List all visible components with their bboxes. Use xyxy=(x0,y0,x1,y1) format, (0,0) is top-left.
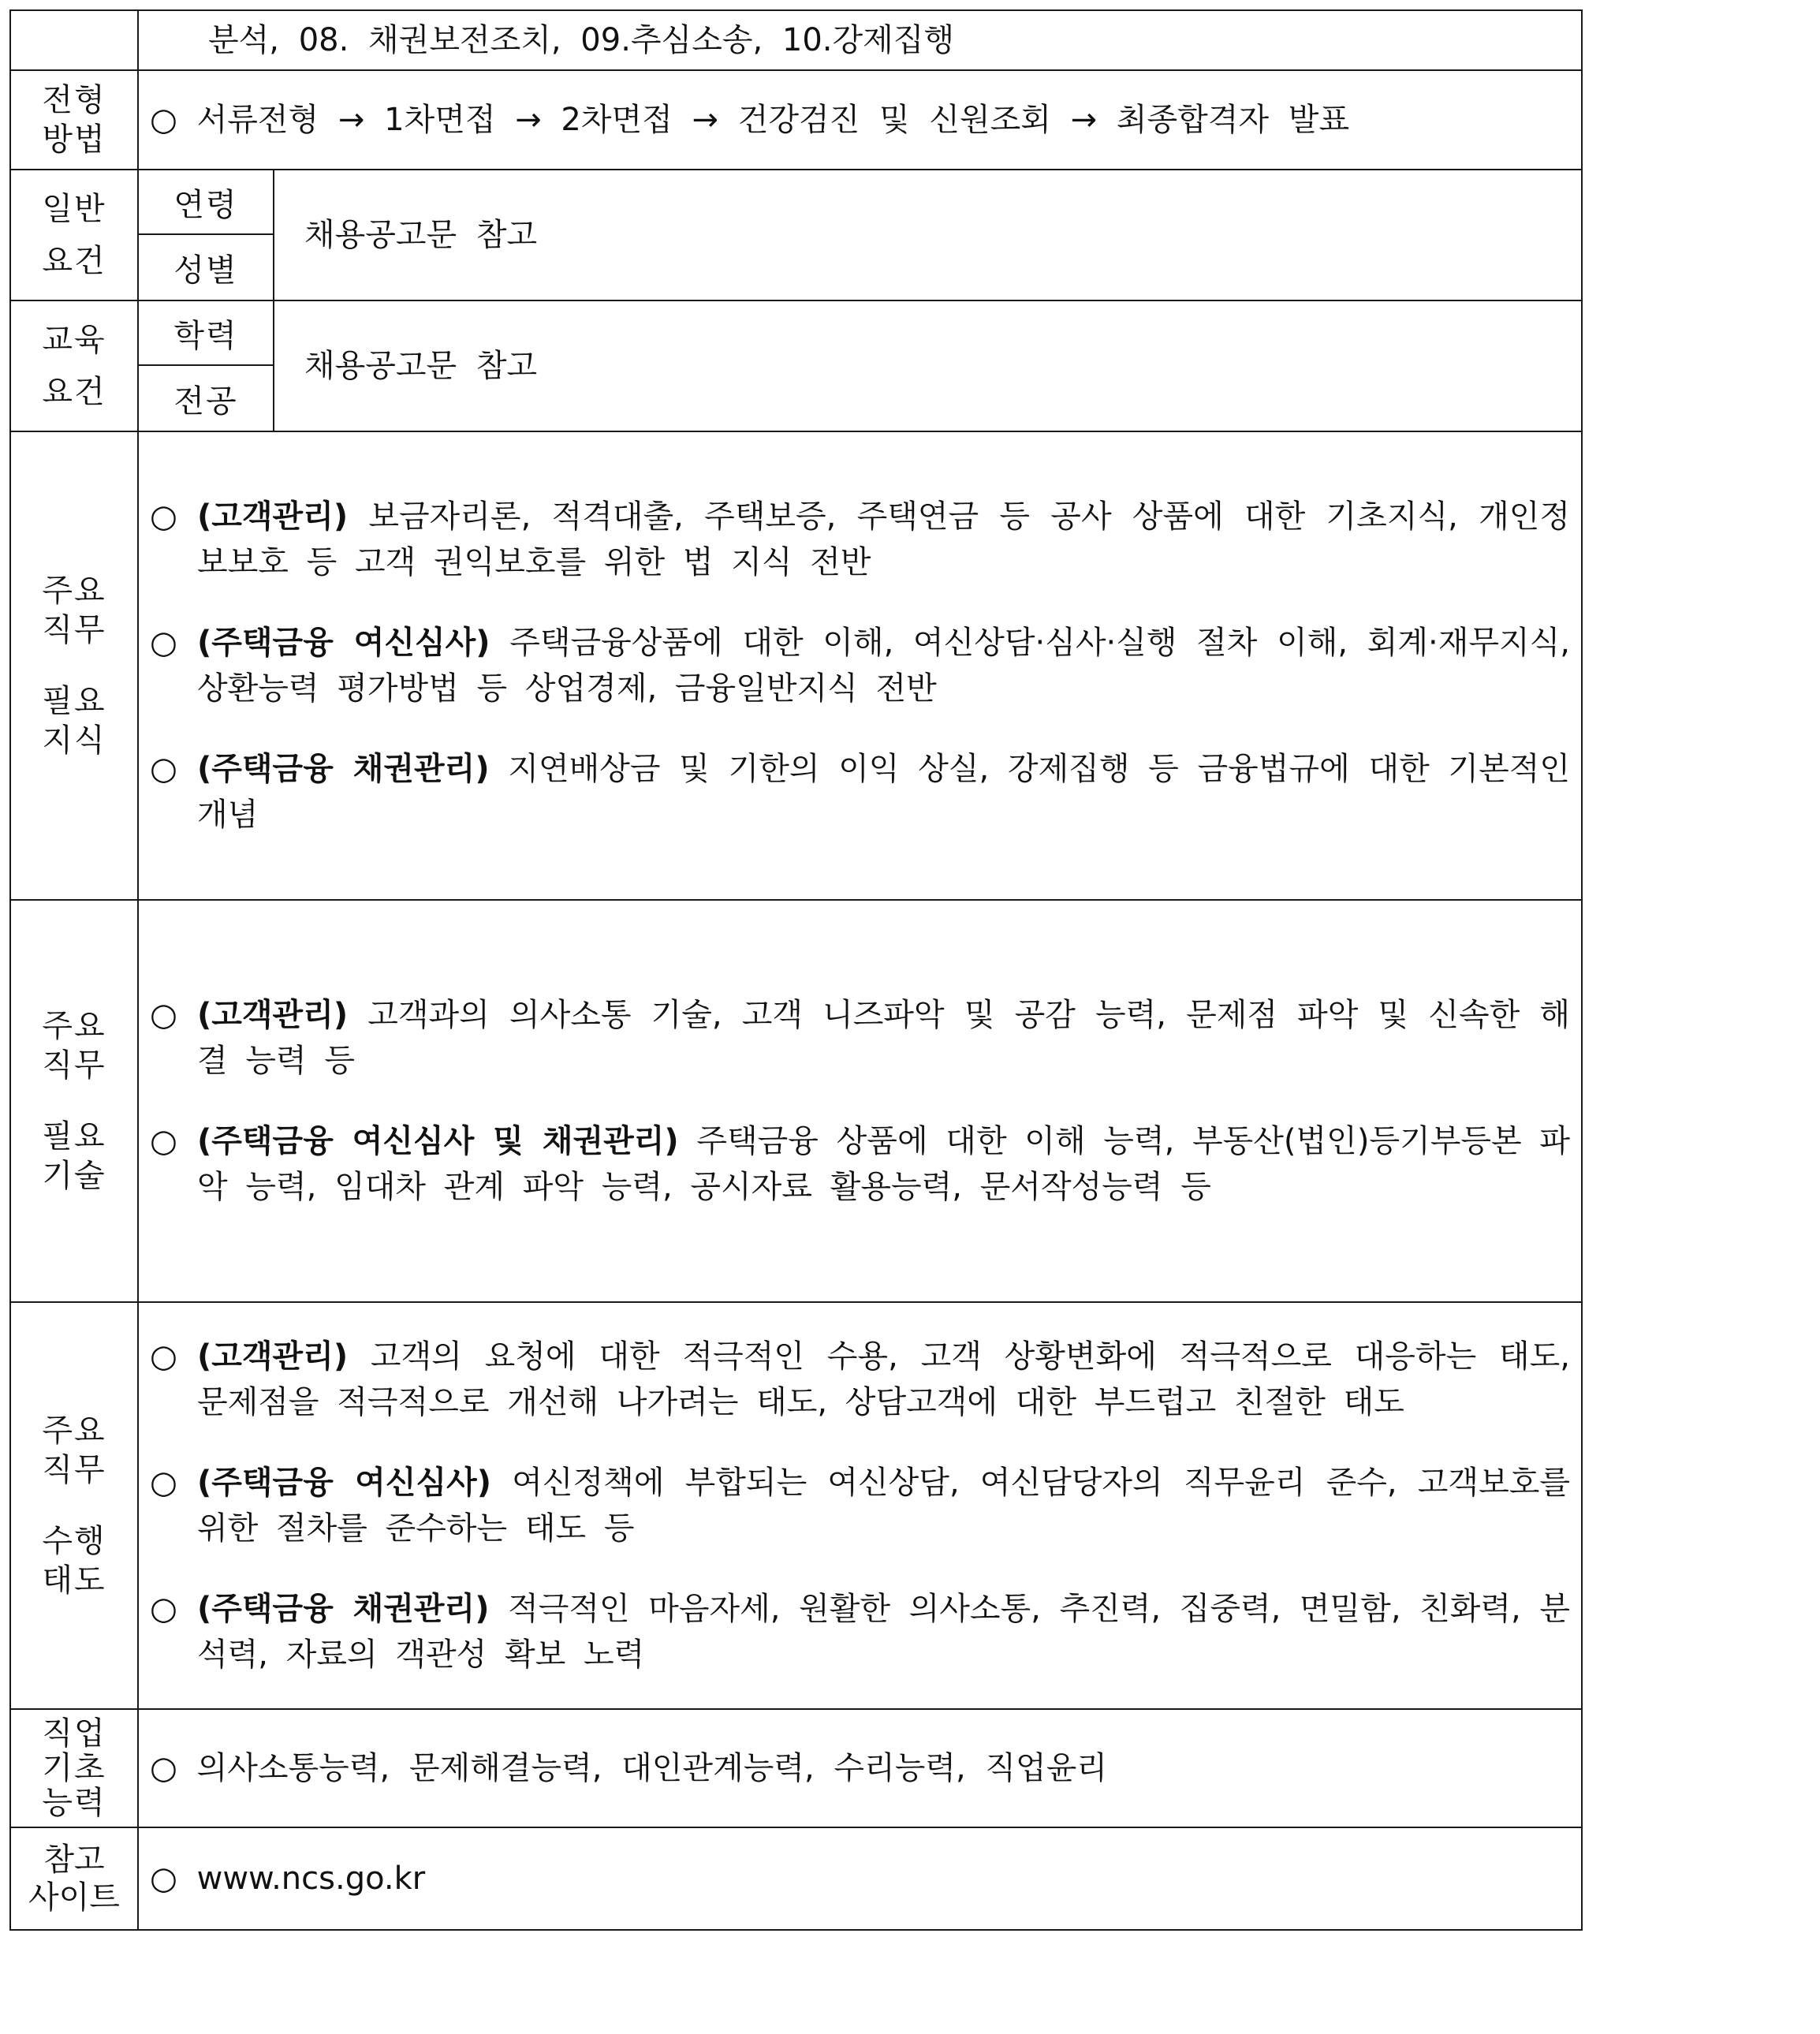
knowledge-item xyxy=(150,746,1570,838)
education-value-cell xyxy=(274,300,1582,431)
item-heading: (주택금융 채권관리) xyxy=(197,1591,490,1627)
attitude-cell xyxy=(138,1302,1582,1709)
bullet-circle-icon: ○ xyxy=(150,1591,177,1627)
general-value-cell xyxy=(274,170,1582,300)
process-cell xyxy=(138,70,1582,170)
skills-item xyxy=(150,1118,1570,1210)
bullet-circle-icon: ○ xyxy=(150,751,177,787)
skills-label-line-1: 주요 xyxy=(42,1008,106,1044)
item-text: 고객의 요청에 대한 적극적인 수용, 고객 상황변화에 적극적으로 대응하는 태도, 문제점을 적극적으로 개선해 나가려는 태도, 상담고객에 대한 부드럽고 친절한 태도 xyxy=(197,1338,1570,1420)
knowledge-cell xyxy=(138,431,1582,900)
attitude-item xyxy=(150,1460,1570,1551)
knowledge-label xyxy=(10,431,138,900)
general-label-line-1: 일반 xyxy=(42,191,106,227)
general-sub-gender: 성별 xyxy=(138,234,274,300)
skills-label-line-3: 필요 xyxy=(42,1118,106,1155)
bullet-circle-icon: ○ xyxy=(150,498,177,535)
basic-text: ○ 의사소통능력, 문제해결능력, 대인관계능력, 수리능력, 직업윤리 xyxy=(150,1750,1107,1786)
education-sub-major: 전공 xyxy=(138,365,274,431)
education-value: 채용공고문 참고 xyxy=(304,348,538,384)
basic-label-line-2: 기초 xyxy=(42,1750,106,1786)
bullet-circle-icon: ○ xyxy=(150,997,177,1033)
reference-cell xyxy=(138,1827,1582,1930)
knowledge-label-line-3: 필요 xyxy=(42,683,106,719)
knowledge-label-line-1: 주요 xyxy=(42,573,106,609)
attitude-item xyxy=(150,1334,1570,1425)
item-heading: (주택금융 여신심사) xyxy=(197,1465,492,1501)
item-text: 주택금융 상품에 대한 이해 능력, 부동산(법인)등기부등본 파악 능력, 임대차 관계 파악 능력, 공시자료 활용능력, 문서작성능력 등 xyxy=(197,1123,1570,1205)
attitude-label-line-4: 태도 xyxy=(42,1562,106,1599)
education-label-line-1: 교육 xyxy=(42,322,106,358)
knowledge-row xyxy=(10,431,1582,900)
general-row-1 xyxy=(10,170,1582,234)
basic-label xyxy=(10,1709,138,1827)
knowledge-item xyxy=(150,620,1570,711)
skills-label-line-2: 직무 xyxy=(42,1047,106,1084)
item-text: 여신정책에 부합되는 여신상담, 여신담당자의 직무윤리 준수, 고객보호를 위한 절차를 준수하는 태도 등 xyxy=(197,1465,1570,1547)
continuation-label-cell xyxy=(10,10,138,70)
general-label xyxy=(10,170,138,300)
item-text: 지연배상금 및 기한의 이익 상실, 강제집행 등 금융법규에 대한 기본적인 개념 xyxy=(197,751,1570,833)
reference-row xyxy=(10,1827,1582,1930)
basic-label-line-3: 능력 xyxy=(42,1785,106,1821)
item-text: 고객과의 의사소통 기술, 고객 니즈파악 및 공감 능력, 문제점 파악 및 신속한 해결 능력 등 xyxy=(197,997,1570,1079)
process-row xyxy=(10,70,1582,170)
item-text: 주택금융상품에 대한 이해, 여신상담·심사·실행 절차 이해, 회계·재무지식, 상환능력 평가방법 등 상업경제, 금융일반지식 전반 xyxy=(197,625,1571,707)
continuation-cell xyxy=(138,10,1582,70)
general-sub-age: 연령 xyxy=(138,170,274,234)
basic-row xyxy=(10,1709,1582,1827)
attitude-label-line-1: 주요 xyxy=(42,1413,106,1449)
skills-label-line-4: 기술 xyxy=(42,1158,106,1194)
knowledge-label-line-2: 직무 xyxy=(42,612,106,648)
item-text: 보금자리론, 적격대출, 주택보증, 주택연금 등 공사 상품에 대한 기초지식, 개인정보보호 등 고객 권익보호를 위한 법 지식 전반 xyxy=(197,498,1570,580)
continuation-text: 분석, 08. 채권보전조치, 09.추심소송, 10.강제집행 xyxy=(208,22,955,58)
attitude-label-line-3: 수행 xyxy=(42,1523,106,1559)
process-label-line-2: 방법 xyxy=(42,121,106,158)
reference-link[interactable]: ○ www.ncs.go.kr xyxy=(150,1860,426,1897)
reference-label-line-2: 사이트 xyxy=(28,1879,120,1916)
attitude-item xyxy=(150,1586,1570,1678)
job-description-table xyxy=(9,9,1583,1931)
general-label-line-2: 요건 xyxy=(42,243,106,279)
education-label xyxy=(10,300,138,431)
basic-cell xyxy=(138,1709,1582,1827)
bullet-circle-icon: ○ xyxy=(150,1338,177,1375)
bullet-circle-icon: ○ xyxy=(150,1465,177,1501)
item-text: 적극적인 마음자세, 원활한 의사소통, 추진력, 집중력, 면밀함, 친화력, 분석력, 자료의 객관성 확보 노력 xyxy=(197,1591,1570,1673)
item-heading: (고객관리) xyxy=(197,498,349,535)
attitude-row xyxy=(10,1302,1582,1709)
education-row-1 xyxy=(10,300,1582,365)
item-heading: (주택금융 여신심사 및 채권관리) xyxy=(197,1123,679,1159)
item-heading: (고객관리) xyxy=(197,997,349,1033)
process-label-line-1: 전형 xyxy=(42,82,106,118)
knowledge-label-line-4: 지식 xyxy=(42,722,106,759)
knowledge-item xyxy=(150,494,1570,585)
general-value: 채용공고문 참고 xyxy=(304,217,538,253)
item-heading: (주택금융 채권관리) xyxy=(197,751,490,787)
skills-cell xyxy=(138,900,1582,1302)
reference-label xyxy=(10,1827,138,1930)
basic-label-line-1: 직업 xyxy=(42,1715,106,1752)
process-text: ○ 서류전형 → 1차면접 → 2차면접 → 건강검진 및 신원조회 → 최종합격자 발표 xyxy=(150,102,1350,138)
education-sub-degree: 학력 xyxy=(138,300,274,365)
skills-label xyxy=(10,900,138,1302)
reference-label-line-1: 참고 xyxy=(43,1842,105,1878)
education-label-line-2: 요건 xyxy=(42,374,106,410)
skills-item xyxy=(150,992,1570,1084)
attitude-label xyxy=(10,1302,138,1709)
item-heading: (주택금융 여신심사) xyxy=(197,625,490,661)
process-label xyxy=(10,70,138,170)
bullet-circle-icon: ○ xyxy=(150,625,177,661)
bullet-circle-icon: ○ xyxy=(150,1123,177,1159)
continuation-row xyxy=(10,10,1582,70)
skills-row xyxy=(10,900,1582,1302)
attitude-label-line-2: 직무 xyxy=(42,1452,106,1488)
item-heading: (고객관리) xyxy=(197,1338,349,1375)
